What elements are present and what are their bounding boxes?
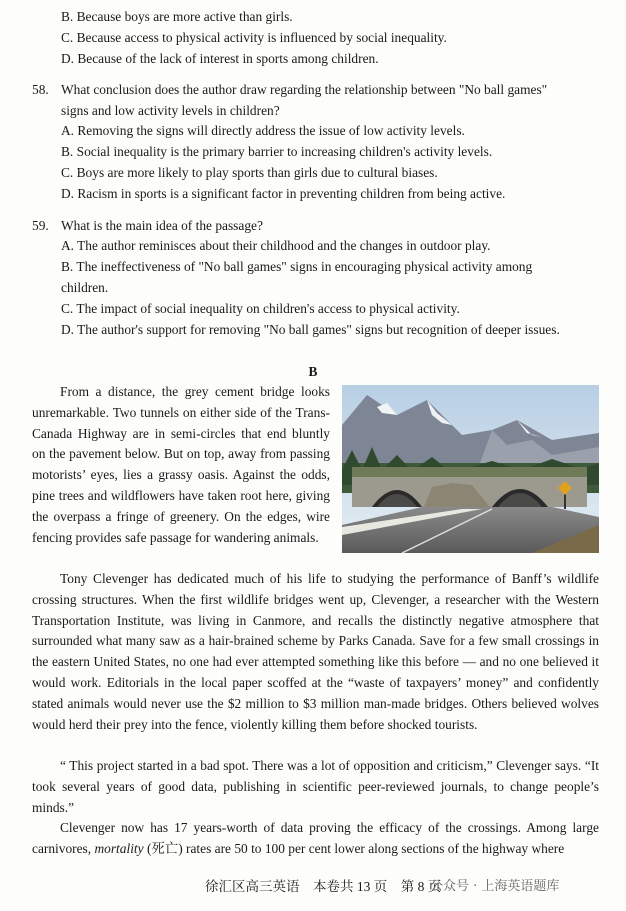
paragraph-2: Tony Clevenger has dedicated much of his life to studying the performance of Banff’s wildlife crossing structures. When the first wildlife bridges went up, Clevenger, a researcher with the Western Transportation Institute, was living in Canmore, and recalls the distinctly negative atmosphere that surrounded what many saw as a hair-brained scheme by Parks Canada. Save for a few small crossings in the eastern United States, no one had ever attempted something like this before — and no one believed it would work. Editorials in the local paper scoffed at the “waste of taxpayers’ money” and confidently stated animals would never use the $2 million to $3 million man-made bridges. Others believed wolves would herd their prey into the fence, violently killing them before shocked tourists. — [32, 571, 599, 732]
q57-option-c: C. Because access to physical activity is influenced by social inequality. — [61, 30, 447, 45]
section-heading: B — [308, 364, 318, 379]
q58-option-d: D. Racism in sports is a significant factor in preventing children from being active. — [61, 186, 506, 201]
q58-stem-line1: What conclusion does the author draw regarding the relationship between "No ball games" — [61, 82, 548, 97]
q58-option-a: A. Removing the signs will directly address the issue of low activity levels. — [61, 123, 465, 138]
paragraph-4-start: Clevenger now has 17 years-worth of data proving the efficacy of the crossings. Among large carnivores, — [32, 820, 599, 856]
paragraph-3: “ This project started in a bad spot. There was a lot of opposition and criticism,” Clevenger says. “It took several years of good data, publishing in scientific peer-reviewed journals, to change people’s minds.” — [32, 758, 599, 815]
q59-option-b: B. The ineffectiveness of "No ball games" signs in encouraging physical activity among — [61, 259, 533, 274]
q58-option-b: B. Social inequality is the primary barrier to increasing children's activity levels. — [61, 144, 493, 159]
q59-option-c: C. The impact of social inequality on children's access to physical activity. — [61, 301, 460, 316]
keyword-mortality: mortality — [94, 840, 144, 856]
watermark: 公众号 · 上海英语题库 — [430, 879, 560, 894]
keyword-gloss: (死亡) — [146, 840, 183, 856]
q59-number: 59. — [32, 218, 49, 233]
q59-option-d: D. The author's support for removing "No ball games" signs but recognition of deeper issues. — [61, 322, 560, 337]
paragraph-4 — [32, 818, 599, 860]
q58-stem-line2: signs and low activity levels in children? — [61, 103, 280, 118]
wildlife-overpass-photo — [342, 385, 599, 553]
q59-option-a: A. The author reminisces about their childhood and the changes in outdoor play. — [61, 238, 491, 253]
q58-option-c: C. Boys are more likely to play sports than girls due to cultural biases. — [61, 165, 438, 180]
paragraph-1: From a distance, the grey cement bridge looks unremarkable. Two tunnels on either side of the Trans-Canada Highway are in semi-circles that end bluntly on the pavement below. But on top, away from passing motorists’ eyes, lies a grassy oasis. Against the odds, pine trees and wildflowers have taken root here, giving the overpass a fringe of greenery. On the edges, wire fencing provides safe passage for wandering animals. — [32, 384, 330, 545]
footer-page-info: 徐汇区高三英语 本卷共 13 页 第 8 页 — [205, 879, 442, 894]
q58-number: 58. — [32, 82, 49, 97]
q59-stem: What is the main idea of the passage? — [61, 218, 263, 233]
q59-option-b-cont: children. — [61, 280, 109, 295]
q57-option-d: D. Because of the lack of interest in sports among children. — [61, 51, 379, 66]
paragraph-4-end: rates are 50 to 100 per cent lower along sections of the highway where — [186, 840, 565, 856]
q57-option-b: B. Because boys are more active than girls. — [61, 9, 293, 24]
